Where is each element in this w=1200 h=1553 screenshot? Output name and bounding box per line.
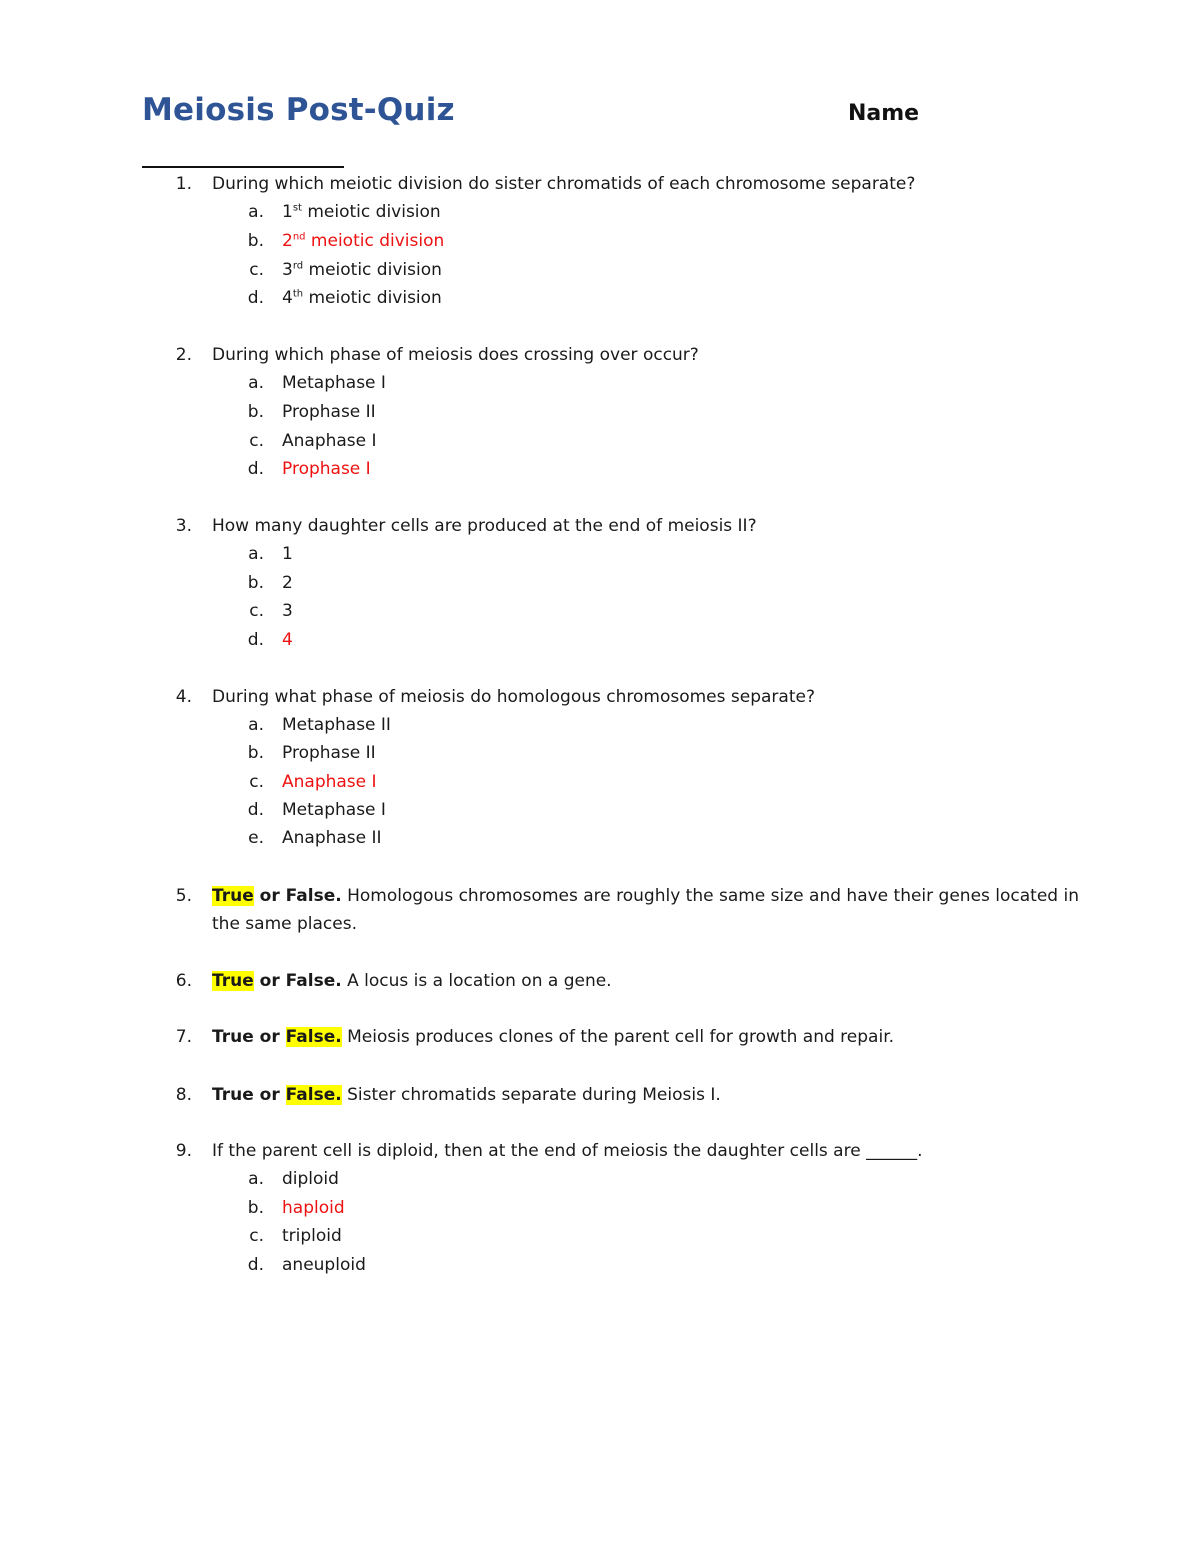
q4-option-b: Prophase II — [282, 743, 376, 763]
question-5-text: True or False. Homologous chromosomes are roughly the same size and have their genes located in the same places. — [212, 886, 1079, 934]
q3-option-c: 3 — [282, 601, 293, 621]
question-8-number: 8. — [175, 1085, 192, 1105]
question-2-text: During which phase of meiosis does crossing over occur? — [212, 345, 699, 365]
question-1-text: During which meiotic division do sister chromatids of each chromosome separate? — [212, 174, 916, 194]
q4-option-d: Metaphase I — [282, 800, 386, 820]
q9-option-a-letter: a. — [248, 1169, 264, 1189]
question-6-number: 6. — [175, 971, 192, 991]
q8-true: True — [212, 1085, 254, 1105]
q9-option-b-letter: b. — [247, 1198, 264, 1218]
q3-option-c-letter: c. — [249, 601, 264, 621]
q1-option-d-letter: d. — [247, 288, 264, 308]
q1-option-b-answer: 2nd meiotic division — [282, 231, 445, 251]
q2-option-a-letter: a. — [248, 373, 264, 393]
q3-option-b: 2 — [282, 573, 293, 593]
question-3-text: How many daughter cells are produced at the end of meiosis II? — [212, 516, 757, 536]
q9-option-d-letter: d. — [247, 1255, 264, 1275]
question-7-text: True or False. Meiosis produces clones of the parent cell for growth and repair. — [212, 1027, 895, 1047]
q9-option-c-letter: c. — [249, 1226, 264, 1246]
q3-option-a: 1 — [282, 544, 293, 564]
question-4-number: 4. — [175, 687, 192, 707]
q2-option-c-letter: c. — [249, 431, 264, 451]
q7-true: True — [212, 1027, 254, 1047]
q3-option-d-answer: 4 — [282, 630, 293, 650]
q4-option-c-answer: Anaphase I — [282, 772, 377, 792]
question-9-text: If the parent cell is diploid, then at the end of meiosis the daughter cells are ______. — [212, 1141, 923, 1161]
q4-option-a: Metaphase II — [282, 715, 391, 735]
q1-option-b-letter: b. — [247, 231, 264, 251]
question-5-number: 5. — [175, 886, 192, 906]
q9-option-a: diploid — [282, 1169, 339, 1189]
q2-option-b: Prophase II — [282, 402, 376, 422]
q4-option-e: Anaphase II — [282, 828, 382, 848]
q2-option-c: Anaphase I — [282, 431, 377, 451]
q1-option-c-letter: c. — [249, 260, 264, 280]
q2-option-d-answer: Prophase I — [282, 459, 371, 479]
q2-option-d-letter: d. — [247, 459, 264, 479]
question-1-number: 1. — [175, 174, 192, 194]
question-9-number: 9. — [175, 1141, 192, 1161]
q9-option-b-answer: haploid — [282, 1198, 345, 1218]
q3-option-b-letter: b. — [247, 573, 264, 593]
q5-true-answer: True — [212, 886, 254, 906]
q9-option-d: aneuploid — [282, 1255, 366, 1275]
q7-false-answer: False. — [285, 1027, 342, 1047]
q8-false-answer: False. — [285, 1085, 342, 1105]
q4-option-a-letter: a. — [248, 715, 264, 735]
question-8-text: True or False. Sister chromatids separate during Meiosis I. — [212, 1085, 721, 1105]
q2-option-b-letter: b. — [247, 402, 264, 422]
q3-option-d-letter: d. — [247, 630, 264, 650]
question-6-text: True or False. A locus is a location on a gene. — [212, 971, 612, 991]
q4-option-e-letter: e. — [248, 828, 264, 848]
q4-option-d-letter: d. — [247, 800, 264, 820]
question-3-number: 3. — [175, 516, 192, 536]
name-blank-line — [142, 166, 344, 168]
question-2-number: 2. — [175, 345, 192, 365]
q5-false: False. — [285, 886, 342, 906]
q3-option-a-letter: a. — [248, 544, 264, 564]
q4-option-b-letter: b. — [247, 743, 264, 763]
name-label: Name — [848, 101, 920, 126]
q6-true-answer: True — [212, 971, 254, 991]
question-4-text: During what phase of meiosis do homologous chromosomes separate? — [212, 687, 815, 707]
q1-option-d: 4th meiotic division — [282, 288, 442, 308]
question-7-number: 7. — [175, 1027, 192, 1047]
q4-option-c-letter: c. — [249, 772, 264, 792]
q1-option-a: 1st meiotic division — [282, 202, 441, 222]
q2-option-a: Metaphase I — [282, 373, 386, 393]
q6-false: False. — [285, 971, 342, 991]
q1-option-a-letter: a. — [248, 202, 264, 222]
page-title: Meiosis Post-Quiz — [142, 92, 455, 128]
q9-option-c: triploid — [282, 1226, 342, 1246]
q1-option-c: 3rd meiotic division — [282, 260, 442, 280]
